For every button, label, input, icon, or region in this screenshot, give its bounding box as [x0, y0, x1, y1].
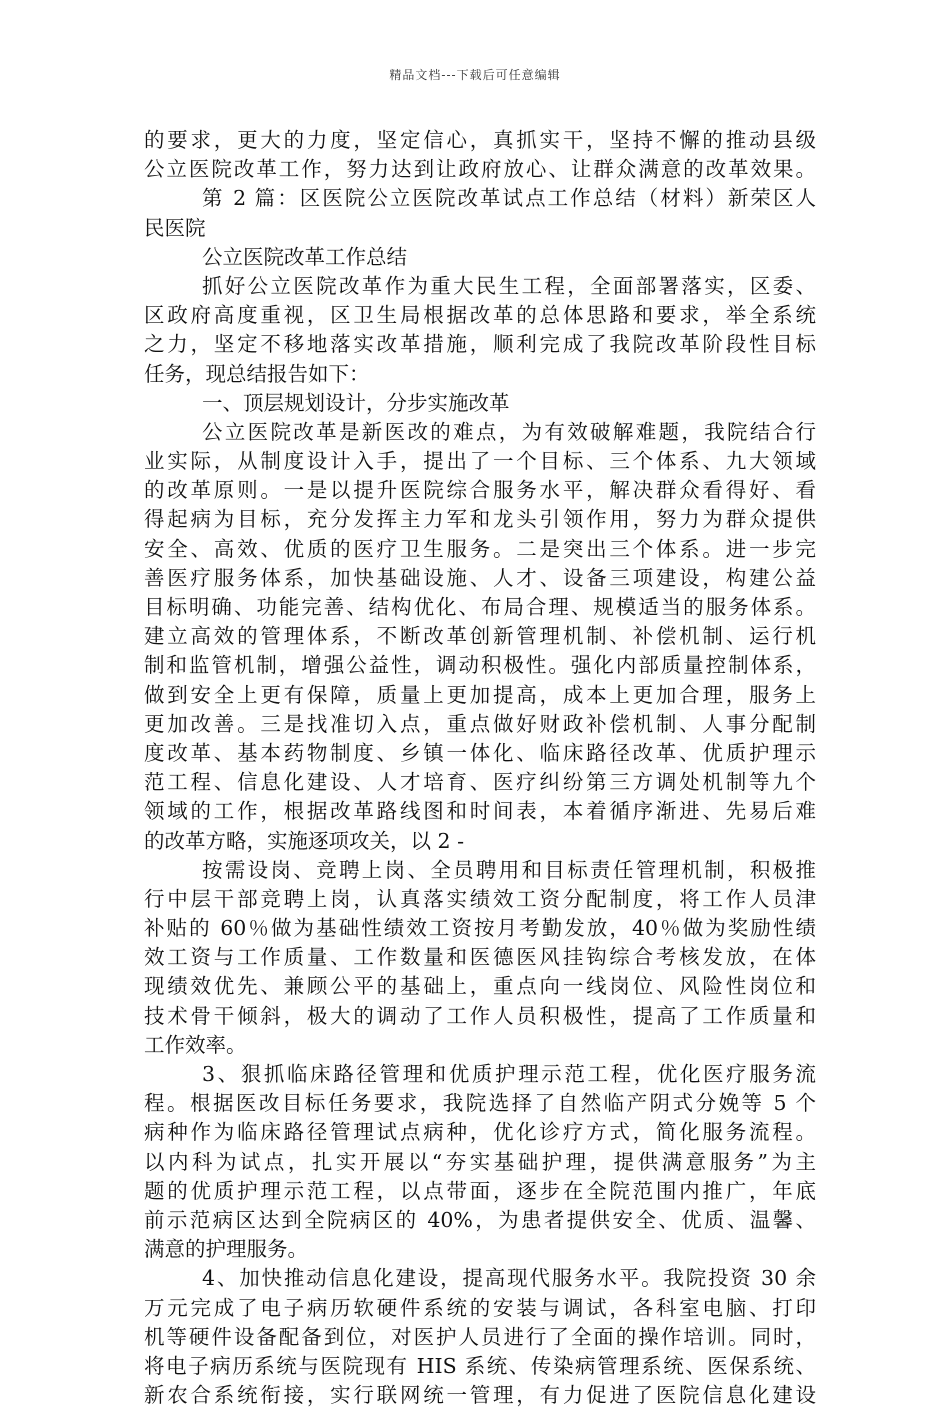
text-line: 4、加快推动信息化建设，提高现代服务水平。我院投资 30 余 [202, 1266, 816, 1291]
text-line: 制和监管机制，增强公益性，调动积极性。强化内部质量控制体系， [144, 653, 816, 678]
text-line: 公立医院改革工作总结 [202, 244, 407, 269]
text-line: 新农合系统衔接，实行联网统一管理，有力促进了医院信息化建设 [144, 1383, 816, 1408]
text-line: 业实际，从制度设计入手，提出了一个目标、三个体系、九大领域 [144, 449, 816, 474]
text-line: 任务，现总结报告如下： [144, 361, 370, 386]
text-line: 行中层干部竞聘上岗，认真落实绩效工资分配制度，将工作人员津 [144, 886, 816, 911]
text-line: 前示范病区达到全院病区的 40%，为患者提供安全、优质、温馨、 [144, 1207, 816, 1232]
text-line: 领域的工作，根据改革路线图和时间表，本着循序渐进、先易后难 [144, 799, 816, 824]
text-line: 公立医院改革工作，努力达到让政府放心、让群众满意的改革效果。 [144, 157, 816, 182]
text-line: 得起病为目标，充分发挥主力军和龙头引领作用，努力为群众提供 [144, 507, 816, 532]
text-line: 满意的护理服务。 [144, 1237, 308, 1262]
document-body [144, 126, 816, 1410]
text-line: 题的优质护理示范工程，以点带面，逐步在全院范围内推广，年底 [144, 1178, 816, 1203]
text-line: 效工资与工作质量、工作数量和医德医风挂钩综合考核发放，在体 [144, 945, 816, 970]
text-line: 以内科为试点，扎实开展以“夯实基础护理，提供满意服务”为主 [144, 1149, 816, 1174]
text-line: 抓好公立医院改革作为重大民生工程，全面部署落实，区委、 [202, 273, 816, 298]
text-line: 的改革方略，实施逐项攻关，以 2 - [144, 828, 465, 853]
text-line: 按需设岗、竞聘上岗、全员聘用和目标责任管理机制，积极推 [202, 857, 816, 882]
text-line: 第 2 篇：区医院公立医院改革试点工作总结（材料）新荣区人 [202, 186, 816, 211]
text-line: 建立高效的管理体系，不断改革创新管理机制、补偿机制、运行机 [144, 624, 816, 649]
text-line: 一、顶层规划设计，分步实施改革 [202, 390, 510, 415]
text-line: 善医疗服务体系，加快基础设施、人才、设备三项建设，构建公益 [144, 565, 816, 590]
text-line: 程。根据医改目标任务要求，我院选择了自然临产阴式分娩等 5 个 [144, 1091, 816, 1116]
text-line: 公立医院改革是新医改的难点，为有效破解难题，我院结合行 [202, 419, 816, 444]
text-line: 将电子病历系统与医院现有 HIS 系统、传染病管理系统、医保系统、 [144, 1353, 816, 1378]
text-line: 民医院 [144, 215, 206, 240]
text-line: 做到安全上更有保障，质量上更加提高，成本上更加合理，服务上 [144, 682, 816, 707]
text-line: 区政府高度重视，区卫生局根据改革的总体思路和要求，举全系统 [144, 303, 816, 328]
text-line: 更加改善。三是找准切入点，重点做好财政补偿机制、人事分配制 [144, 711, 816, 736]
text-line: 范工程、信息化建设、人才培育、医疗纠纷第三方调处机制等九个 [144, 770, 816, 795]
text-line: 补贴的 60％做为基础性绩效工资按月考勤发放，40％做为奖励性绩 [144, 916, 816, 941]
text-line: 安全、高效、优质的医疗卫生服务。二是突出三个体系。进一步完 [144, 536, 816, 561]
text-line: 现绩效优先、兼顾公平的基础上，重点向一线岗位、风险性岗位和 [144, 974, 816, 999]
text-line: 目标明确、功能完善、结构优化、布局合理、规模适当的服务体系。 [144, 595, 816, 619]
text-line: 之力，坚定不移地落实改革措施，顺利完成了我院改革阶段性目标 [144, 332, 816, 357]
text-line: 万元完成了电子病历软硬件系统的安装与调试，各科室电脑、打印 [144, 1295, 816, 1320]
text-line: 病种作为临床路径管理试点病种，优化诊疗方式，简化服务流程。 [144, 1120, 816, 1145]
page-header: 精品文档---下载后可任意编辑 [389, 68, 561, 82]
text-line: 的改革原则。一是以提升医院综合服务水平，解决群众看得好、看 [144, 478, 816, 503]
text-line: 的要求，更大的力度，坚定信心，真抓实干，坚持不懈的推动县级 [144, 128, 816, 152]
text-line: 机等硬件设备配备到位，对医护人员进行了全面的操作培训。同时， [144, 1324, 816, 1349]
text-line: 度改革、基本药物制度、乡镇一体化、临床路径改革、优质护理示 [144, 740, 816, 765]
text-line: 工作效率。 [144, 1032, 247, 1057]
text-line: 3、狠抓临床路径管理和优质护理示范工程，优化医疗服务流 [202, 1062, 816, 1086]
text-line: 技术骨干倾斜，极大的调动了工作人员积极性，提高了工作质量和 [144, 1003, 816, 1028]
